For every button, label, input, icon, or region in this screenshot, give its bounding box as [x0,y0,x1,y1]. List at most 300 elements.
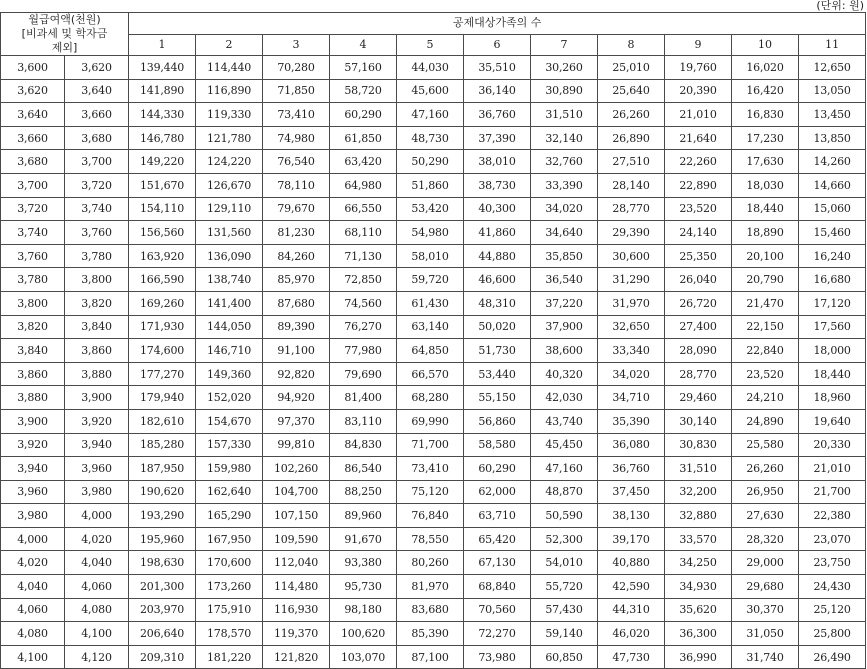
tax-amount-cell: 34,930 [665,575,732,599]
tax-amount-cell: 182,610 [129,409,196,433]
table-row [1,504,866,528]
tax-amount-cell: 85,390 [397,622,464,646]
tax-amount-cell: 71,700 [397,433,464,457]
table-row [1,362,866,386]
tax-amount-cell: 126,670 [196,173,263,197]
tax-amount-cell: 78,110 [263,173,330,197]
tax-amount-cell: 31,970 [598,291,665,315]
salary-to-cell: 3,700 [65,150,129,174]
tax-amount-cell: 28,140 [598,173,665,197]
salary-header-line3: 제외] [51,41,78,54]
tax-amount-cell: 24,890 [732,409,799,433]
tax-amount-cell: 80,260 [397,551,464,575]
salary-from-cell: 3,960 [1,480,65,504]
tax-amount-cell: 36,080 [598,433,665,457]
tax-amount-cell: 78,550 [397,527,464,551]
tax-amount-cell: 30,600 [598,244,665,268]
tax-amount-cell: 27,510 [598,150,665,174]
salary-from-cell: 3,980 [1,504,65,528]
salary-from-cell: 3,720 [1,197,65,221]
tax-amount-cell: 30,140 [665,409,732,433]
tax-amount-cell: 85,970 [263,268,330,292]
salary-to-cell: 4,120 [65,645,129,669]
tax-amount-cell: 16,240 [799,244,866,268]
tax-amount-cell: 70,280 [263,56,330,80]
tax-amount-cell: 54,010 [531,551,598,575]
tax-amount-cell: 60,850 [531,645,598,669]
dependents-header: 공제대상가족의 수 [129,13,866,35]
tax-amount-cell: 28,090 [665,339,732,363]
tax-amount-cell: 95,730 [330,575,397,599]
tax-amount-cell: 112,040 [263,551,330,575]
tax-amount-cell: 38,730 [464,173,531,197]
tax-amount-cell: 31,050 [732,622,799,646]
tax-amount-cell: 32,140 [531,126,598,150]
salary-to-cell: 3,880 [65,362,129,386]
tax-amount-cell: 203,970 [129,598,196,622]
tax-amount-cell: 74,560 [330,291,397,315]
tax-amount-cell: 86,540 [330,457,397,481]
salary-from-cell: 3,800 [1,291,65,315]
table-body [1,56,866,669]
tax-amount-cell: 76,270 [330,315,397,339]
tax-amount-cell: 163,920 [129,244,196,268]
tax-amount-cell: 20,390 [665,79,732,103]
tax-amount-cell: 141,890 [129,79,196,103]
tax-amount-cell: 175,910 [196,598,263,622]
tax-amount-cell: 52,300 [531,527,598,551]
salary-from-cell: 4,040 [1,575,65,599]
table-row [1,173,866,197]
tax-amount-cell: 40,880 [598,551,665,575]
tax-amount-cell: 43,740 [531,409,598,433]
tax-amount-cell: 32,760 [531,150,598,174]
tax-amount-cell: 76,540 [263,150,330,174]
salary-to-cell: 3,720 [65,173,129,197]
tax-amount-cell: 58,010 [397,244,464,268]
table-row [1,197,866,221]
tax-amount-cell: 154,670 [196,409,263,433]
table-row [1,244,866,268]
tax-amount-cell: 24,140 [665,221,732,245]
tax-amount-cell: 22,260 [665,150,732,174]
tax-amount-cell: 35,510 [464,56,531,80]
tax-amount-cell: 151,670 [129,173,196,197]
tax-amount-cell: 27,400 [665,315,732,339]
salary-to-cell: 3,780 [65,244,129,268]
dependent-count-2: 2 [196,34,263,56]
tax-amount-cell: 187,950 [129,457,196,481]
tax-amount-cell: 29,000 [732,551,799,575]
tax-amount-cell: 181,220 [196,645,263,669]
tax-amount-cell: 47,160 [397,103,464,127]
salary-to-cell: 3,860 [65,339,129,363]
tax-amount-cell: 22,840 [732,339,799,363]
tax-amount-cell: 146,710 [196,339,263,363]
tax-amount-cell: 46,600 [464,268,531,292]
tax-amount-cell: 103,070 [330,645,397,669]
tax-amount-cell: 41,860 [464,221,531,245]
tax-amount-cell: 124,220 [196,150,263,174]
tax-amount-cell: 57,160 [330,56,397,80]
salary-to-cell: 3,820 [65,291,129,315]
tax-amount-cell: 76,840 [397,504,464,528]
table-row [1,645,866,669]
tax-amount-cell: 29,460 [665,386,732,410]
tax-amount-cell: 47,160 [531,457,598,481]
tax-amount-cell: 16,420 [732,79,799,103]
tax-amount-cell: 13,450 [799,103,866,127]
tax-amount-cell: 149,220 [129,150,196,174]
tax-amount-cell: 195,960 [129,527,196,551]
tax-amount-cell: 18,030 [732,173,799,197]
tax-amount-cell: 36,760 [464,103,531,127]
salary-from-cell: 3,900 [1,409,65,433]
withholding-tax-table [0,12,866,669]
tax-amount-cell: 71,850 [263,79,330,103]
tax-amount-cell: 58,720 [330,79,397,103]
tax-amount-cell: 22,150 [732,315,799,339]
tax-amount-cell: 46,020 [598,622,665,646]
tax-amount-cell: 88,250 [330,480,397,504]
tax-amount-cell: 167,950 [196,527,263,551]
salary-from-cell: 3,620 [1,79,65,103]
salary-from-cell: 3,820 [1,315,65,339]
tax-amount-cell: 67,130 [464,551,531,575]
tax-amount-cell: 185,280 [129,433,196,457]
tax-amount-cell: 38,600 [531,339,598,363]
tax-amount-cell: 36,140 [464,79,531,103]
salary-from-cell: 3,880 [1,386,65,410]
tax-amount-cell: 26,950 [732,480,799,504]
tax-amount-cell: 89,390 [263,315,330,339]
salary-from-cell: 3,780 [1,268,65,292]
tax-amount-cell: 29,390 [598,221,665,245]
tax-amount-cell: 31,290 [598,268,665,292]
tax-amount-cell: 21,010 [799,457,866,481]
salary-to-cell: 4,060 [65,575,129,599]
tax-amount-cell: 40,300 [464,197,531,221]
tax-amount-cell: 156,560 [129,221,196,245]
tax-amount-cell: 98,180 [330,598,397,622]
tax-amount-cell: 17,230 [732,126,799,150]
tax-amount-cell: 79,670 [263,197,330,221]
tax-amount-cell: 26,490 [799,645,866,669]
tax-amount-cell: 48,730 [397,126,464,150]
tax-amount-cell: 144,330 [129,103,196,127]
tax-amount-cell: 38,130 [598,504,665,528]
tax-amount-cell: 25,350 [665,244,732,268]
tax-amount-cell: 25,640 [598,79,665,103]
tax-amount-cell: 23,070 [799,527,866,551]
tax-amount-cell: 26,890 [598,126,665,150]
tax-amount-cell: 50,020 [464,315,531,339]
tax-amount-cell: 131,560 [196,221,263,245]
tax-amount-cell: 73,980 [464,645,531,669]
tax-amount-cell: 92,820 [263,362,330,386]
tax-amount-cell: 174,600 [129,339,196,363]
tax-amount-cell: 116,890 [196,79,263,103]
tax-amount-cell: 19,640 [799,409,866,433]
salary-from-cell: 4,060 [1,598,65,622]
tax-amount-cell: 50,290 [397,150,464,174]
tax-amount-cell: 97,370 [263,409,330,433]
table-row [1,622,866,646]
tax-amount-cell: 32,880 [665,504,732,528]
tax-amount-cell: 44,030 [397,56,464,80]
tax-amount-cell: 121,820 [263,645,330,669]
table-row [1,315,866,339]
tax-amount-cell: 20,330 [799,433,866,457]
tax-amount-cell: 27,630 [732,504,799,528]
tax-amount-cell: 171,930 [129,315,196,339]
tax-amount-cell: 71,130 [330,244,397,268]
dependent-count-6: 6 [464,34,531,56]
tax-amount-cell: 154,110 [129,197,196,221]
tax-amount-cell: 60,290 [330,103,397,127]
table-row [1,268,866,292]
tax-amount-cell: 28,770 [598,197,665,221]
tax-amount-cell: 21,700 [799,480,866,504]
tax-amount-cell: 61,430 [397,291,464,315]
tax-amount-cell: 70,560 [464,598,531,622]
salary-to-cell: 3,980 [65,480,129,504]
tax-amount-cell: 79,690 [330,362,397,386]
tax-amount-cell: 50,590 [531,504,598,528]
tax-amount-cell: 33,570 [665,527,732,551]
tax-amount-cell: 53,420 [397,197,464,221]
tax-amount-cell: 99,810 [263,433,330,457]
tax-amount-cell: 87,680 [263,291,330,315]
tax-amount-cell: 198,630 [129,551,196,575]
dependent-count-7: 7 [531,34,598,56]
salary-header [1,13,129,56]
tax-amount-cell: 119,370 [263,622,330,646]
tax-amount-cell: 37,390 [464,126,531,150]
tax-amount-cell: 36,990 [665,645,732,669]
tax-amount-cell: 44,880 [464,244,531,268]
tax-amount-cell: 30,260 [531,56,598,80]
tax-amount-cell: 66,570 [397,362,464,386]
tax-amount-cell: 206,640 [129,622,196,646]
tax-amount-cell: 91,670 [330,527,397,551]
salary-from-cell: 3,660 [1,126,65,150]
tax-amount-cell: 77,980 [330,339,397,363]
table-row [1,221,866,245]
tax-amount-cell: 26,720 [665,291,732,315]
tax-amount-cell: 25,800 [799,622,866,646]
tax-amount-cell: 23,750 [799,551,866,575]
table-row [1,386,866,410]
table-row [1,457,866,481]
tax-amount-cell: 57,430 [531,598,598,622]
tax-amount-cell: 84,260 [263,244,330,268]
tax-amount-cell: 15,460 [799,221,866,245]
tax-amount-cell: 166,590 [129,268,196,292]
tax-amount-cell: 12,650 [799,56,866,80]
unit-note: (단위: 원) [816,0,864,12]
tax-amount-cell: 26,040 [665,268,732,292]
tax-amount-cell: 190,620 [129,480,196,504]
tax-amount-cell: 35,390 [598,409,665,433]
tax-amount-cell: 34,020 [531,197,598,221]
salary-to-cell: 3,740 [65,197,129,221]
salary-to-cell: 3,900 [65,386,129,410]
salary-to-cell: 3,960 [65,457,129,481]
tax-amount-cell: 170,600 [196,551,263,575]
tax-amount-cell: 42,590 [598,575,665,599]
tax-amount-cell: 16,680 [799,268,866,292]
tax-amount-cell: 48,310 [464,291,531,315]
tax-amount-cell: 19,760 [665,56,732,80]
tax-amount-cell: 173,260 [196,575,263,599]
salary-to-cell: 3,940 [65,433,129,457]
tax-amount-cell: 74,980 [263,126,330,150]
table-row [1,126,866,150]
tax-amount-cell: 38,010 [464,150,531,174]
tax-amount-cell: 136,090 [196,244,263,268]
tax-amount-cell: 25,120 [799,598,866,622]
tax-amount-cell: 121,780 [196,126,263,150]
tax-amount-cell: 63,140 [397,315,464,339]
salary-from-cell: 3,940 [1,457,65,481]
tax-amount-cell: 31,510 [665,457,732,481]
tax-amount-cell: 59,720 [397,268,464,292]
tax-amount-cell: 114,440 [196,56,263,80]
tax-amount-cell: 61,850 [330,126,397,150]
tax-amount-cell: 81,230 [263,221,330,245]
tax-amount-cell: 169,260 [129,291,196,315]
tax-amount-cell: 36,760 [598,457,665,481]
salary-to-cell: 3,640 [65,79,129,103]
tax-amount-cell: 37,450 [598,480,665,504]
tax-amount-cell: 23,520 [732,362,799,386]
tax-amount-cell: 37,900 [531,315,598,339]
tax-amount-cell: 15,060 [799,197,866,221]
tax-amount-cell: 30,370 [732,598,799,622]
salary-from-cell: 4,000 [1,527,65,551]
salary-from-cell: 3,700 [1,173,65,197]
tax-amount-cell: 22,890 [665,173,732,197]
tax-amount-cell: 17,120 [799,291,866,315]
tax-amount-cell: 33,390 [531,173,598,197]
tax-amount-cell: 54,980 [397,221,464,245]
tax-amount-cell: 100,620 [330,622,397,646]
tax-amount-cell: 89,960 [330,504,397,528]
dependent-count-4: 4 [330,34,397,56]
table-row [1,291,866,315]
tax-amount-cell: 91,100 [263,339,330,363]
tax-amount-cell: 18,890 [732,221,799,245]
tax-amount-cell: 13,050 [799,79,866,103]
tax-amount-cell: 18,440 [732,197,799,221]
tax-amount-cell: 109,590 [263,527,330,551]
tax-amount-cell: 26,260 [598,103,665,127]
tax-amount-cell: 72,850 [330,268,397,292]
tax-amount-cell: 16,020 [732,56,799,80]
salary-header-line2: [비과세 및 학자금 [21,27,108,40]
tax-amount-cell: 22,380 [799,504,866,528]
tax-amount-cell: 48,870 [531,480,598,504]
table-row [1,79,866,103]
tax-amount-cell: 178,570 [196,622,263,646]
tax-amount-cell: 116,930 [263,598,330,622]
salary-from-cell: 4,020 [1,551,65,575]
salary-to-cell: 3,920 [65,409,129,433]
tax-amount-cell: 209,310 [129,645,196,669]
tax-amount-cell: 193,290 [129,504,196,528]
tax-amount-cell: 68,280 [397,386,464,410]
tax-amount-cell: 21,640 [665,126,732,150]
tax-amount-cell: 201,300 [129,575,196,599]
tax-amount-cell: 159,980 [196,457,263,481]
tax-amount-cell: 81,400 [330,386,397,410]
salary-to-cell: 4,000 [65,504,129,528]
dependent-count-11: 11 [799,34,866,56]
tax-amount-cell: 32,200 [665,480,732,504]
salary-from-cell: 3,840 [1,339,65,363]
tax-amount-cell: 66,550 [330,197,397,221]
salary-from-cell: 3,760 [1,244,65,268]
table-row [1,56,866,80]
tax-amount-cell: 42,030 [531,386,598,410]
tax-amount-cell: 45,600 [397,79,464,103]
tax-amount-cell: 83,680 [397,598,464,622]
tax-amount-cell: 21,010 [665,103,732,127]
tax-amount-cell: 104,700 [263,480,330,504]
tax-amount-cell: 35,850 [531,244,598,268]
tax-amount-cell: 58,580 [464,433,531,457]
salary-from-cell: 3,860 [1,362,65,386]
table-row [1,527,866,551]
tax-amount-cell: 34,640 [531,221,598,245]
tax-amount-cell: 119,330 [196,103,263,127]
salary-from-cell: 4,080 [1,622,65,646]
tax-amount-cell: 62,000 [464,480,531,504]
tax-amount-cell: 63,420 [330,150,397,174]
tax-amount-cell: 17,630 [732,150,799,174]
tax-amount-cell: 39,170 [598,527,665,551]
table-header [1,13,866,56]
table-row [1,150,866,174]
dependent-count-9: 9 [665,34,732,56]
salary-to-cell: 3,620 [65,56,129,80]
dependent-count-5: 5 [397,34,464,56]
salary-from-cell: 4,100 [1,645,65,669]
salary-to-cell: 4,080 [65,598,129,622]
dependent-count-1: 1 [129,34,196,56]
tax-amount-cell: 144,050 [196,315,263,339]
tax-amount-cell: 28,320 [732,527,799,551]
salary-from-cell: 3,640 [1,103,65,127]
salary-to-cell: 3,840 [65,315,129,339]
salary-to-cell: 4,020 [65,527,129,551]
tax-amount-cell: 32,650 [598,315,665,339]
salary-to-cell: 3,680 [65,126,129,150]
tax-amount-cell: 73,410 [263,103,330,127]
tax-amount-cell: 40,320 [531,362,598,386]
tax-amount-cell: 177,270 [129,362,196,386]
tax-amount-cell: 64,850 [397,339,464,363]
tax-amount-cell: 14,660 [799,173,866,197]
dependent-count-10: 10 [732,34,799,56]
tax-amount-cell: 75,120 [397,480,464,504]
table-row [1,339,866,363]
tax-amount-cell: 65,420 [464,527,531,551]
tax-amount-cell: 139,440 [129,56,196,80]
salary-from-cell: 3,600 [1,56,65,80]
tax-amount-cell: 53,440 [464,362,531,386]
